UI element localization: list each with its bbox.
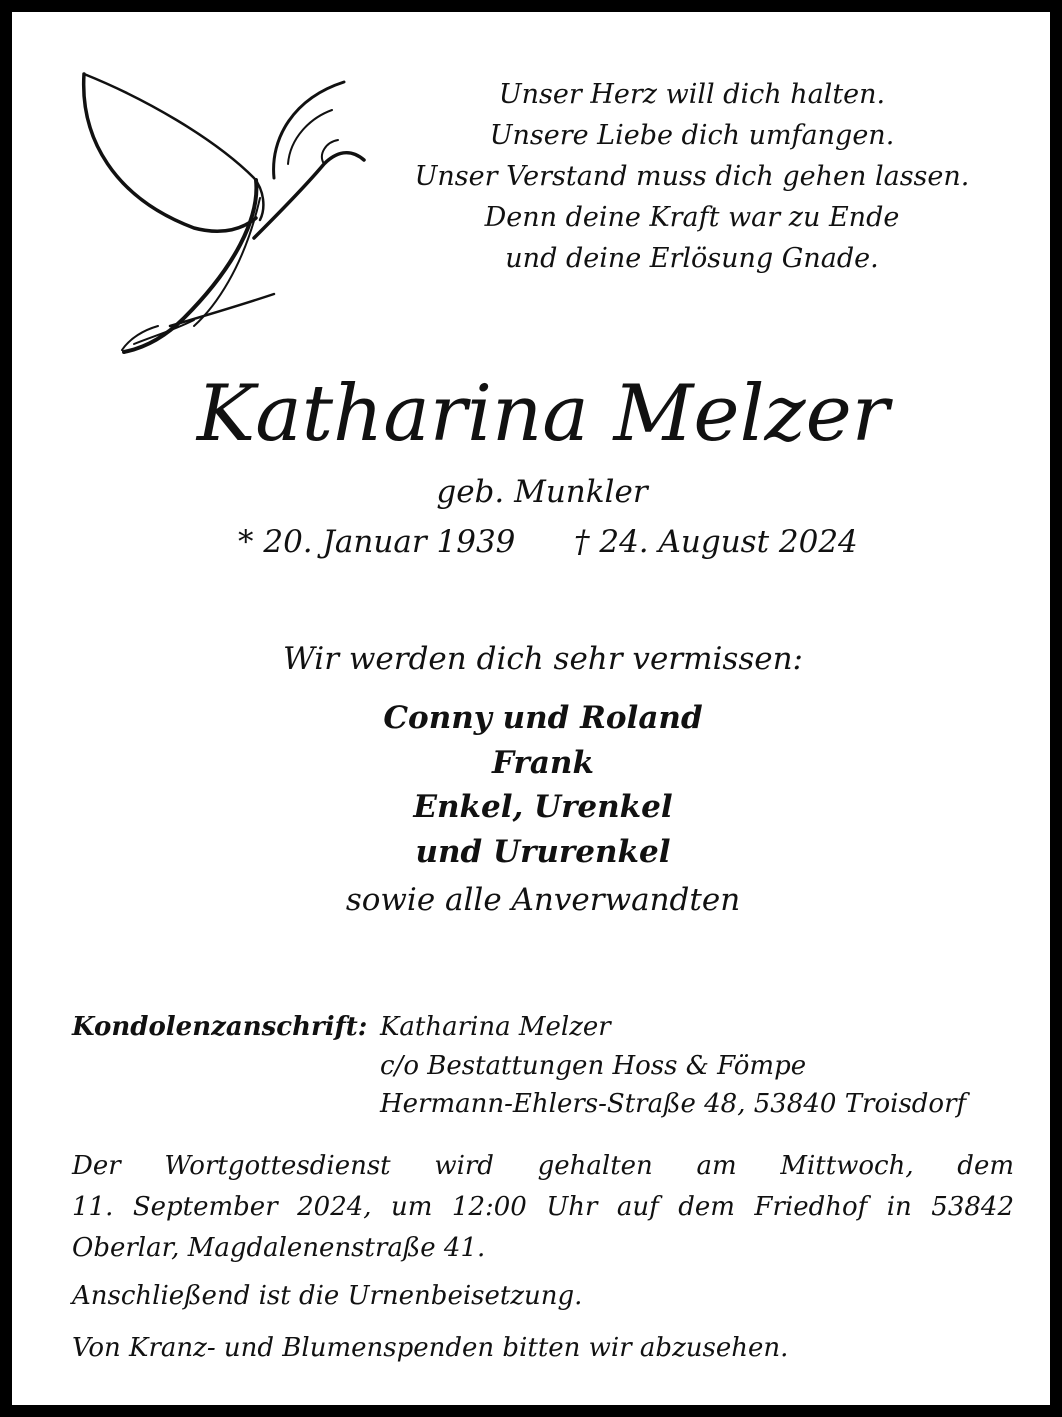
mourner-name: und Ururenkel — [415, 833, 671, 870]
mourner-name: Conny und Roland — [383, 700, 703, 736]
service-line: Oberlar, Magdalenenstraße 41. — [72, 1233, 486, 1263]
address-line: Hermann-Ehlers-Straße 48, 53840 Troisdorf — [380, 1089, 967, 1119]
urn-burial-note: Anschließend ist die Urnenbeisetzung. — [72, 1281, 583, 1311]
mourner-name: Frank — [492, 744, 594, 781]
death-date: † 24. August 2024 — [574, 524, 858, 560]
condolence-address — [380, 1008, 966, 1124]
poem-line: Unsere Liebe dich umfangen. — [489, 120, 895, 151]
service-line: 11. September 2024, um 12:00 Uhr auf dem Friedhof in 53842 — [72, 1192, 1014, 1222]
dove-icon — [74, 68, 374, 358]
poem-line: und deine Erlösung Gnade. — [505, 243, 879, 274]
deceased-name: Katharina Melzer — [196, 369, 890, 459]
address-line: c/o Bestattungen Hoss & Fömpe — [380, 1050, 807, 1081]
flowers-note: Von Kranz- und Blumenspenden bitten wir abzusehen. — [72, 1333, 789, 1363]
birth-date: * 20. Januar 1939 — [238, 524, 516, 560]
service-info — [72, 1146, 1014, 1269]
address-line: Katharina Melzer — [380, 1012, 611, 1042]
maiden-name: geb. Munkler — [436, 474, 648, 510]
condolence-label: Kondolenzanschrift: — [72, 1012, 368, 1042]
mourners-list — [12, 696, 1062, 874]
relatives-line: sowie alle Anverwandten — [345, 882, 741, 918]
mourner-name: Enkel, Urenkel — [413, 789, 673, 825]
poem-line: Denn deine Kraft war zu Ende — [484, 202, 900, 233]
poem — [402, 74, 982, 279]
poem-line: Unser Herz will dich halten. — [498, 79, 886, 110]
poem-line: Unser Verstand muss dich gehen lassen. — [414, 161, 970, 192]
mourners-intro: Wir werden dich sehr vermissen: — [282, 641, 803, 677]
service-line: Der Wortgottesdienst wird gehalten am Mittwoch, dem — [72, 1151, 1014, 1181]
